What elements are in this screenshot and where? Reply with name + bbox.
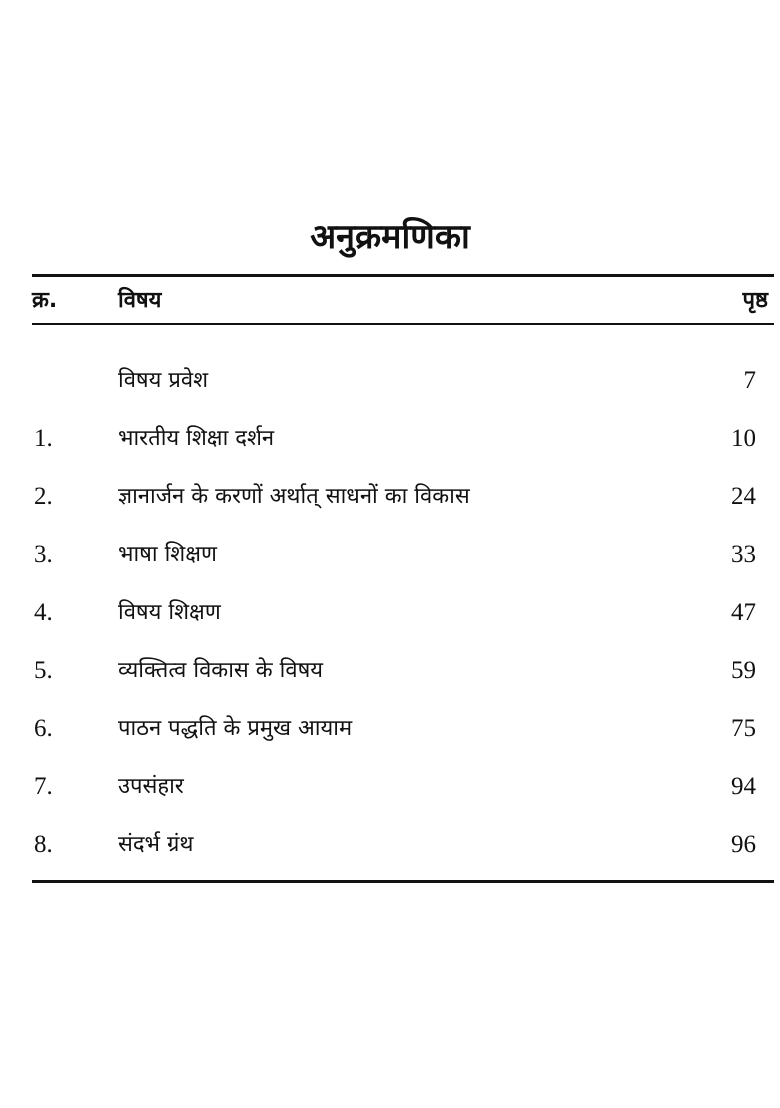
entry-subject: विषय प्रवेश	[118, 368, 209, 393]
toc-entry	[0, 642, 780, 700]
entry-page: 96	[731, 831, 756, 858]
toc-entry	[0, 526, 780, 584]
toc-header-row	[0, 280, 780, 322]
entry-number: 5.	[34, 657, 53, 684]
entry-number: 4.	[34, 599, 53, 626]
column-header-page: पृष्ठ	[742, 288, 768, 313]
column-header-number: क्र.	[32, 288, 58, 313]
entry-subject: भाषा शिक्षण	[118, 542, 217, 567]
entry-subject: विषय शिक्षण	[118, 600, 221, 625]
entry-subject: ज्ञानार्जन के करणों अर्थात् साधनों का विकास	[118, 484, 470, 509]
entry-page: 94	[731, 773, 756, 800]
page-title: अनुक्रमणिका	[310, 217, 470, 257]
entry-number: 6.	[34, 715, 53, 742]
entry-number: 8.	[34, 831, 53, 858]
entry-subject: भारतीय शिक्षा दर्शन	[118, 426, 275, 451]
toc-entry	[0, 468, 780, 526]
toc-entry	[0, 700, 780, 758]
top-divider	[32, 274, 774, 277]
entry-page: 75	[731, 715, 756, 742]
entry-number: 1.	[34, 425, 53, 452]
entry-page: 47	[731, 599, 756, 626]
entry-page: 24	[731, 483, 756, 510]
entry-page: 7	[743, 367, 756, 394]
toc-entry	[0, 410, 780, 468]
column-header-subject: विषय	[118, 288, 162, 313]
entry-subject: व्यक्तित्व विकास के विषय	[118, 658, 324, 683]
entry-page: 33	[731, 541, 756, 568]
entry-subject: संदर्भ ग्रंथ	[118, 832, 194, 857]
entry-page: 10	[731, 425, 756, 452]
toc-entry	[0, 352, 780, 410]
entry-subject: पाठन पद्धति के प्रमुख आयाम	[118, 716, 353, 741]
entry-number: 3.	[34, 541, 53, 568]
toc-entry	[0, 816, 780, 874]
toc-entry-list	[0, 352, 780, 874]
entry-subject: उपसंहार	[118, 774, 184, 799]
header-divider	[32, 323, 774, 325]
bottom-divider	[32, 880, 774, 883]
entry-number: 2.	[34, 483, 53, 510]
toc-entry	[0, 584, 780, 642]
entry-page: 59	[731, 657, 756, 684]
entry-number: 7.	[34, 773, 53, 800]
toc-entry	[0, 758, 780, 816]
